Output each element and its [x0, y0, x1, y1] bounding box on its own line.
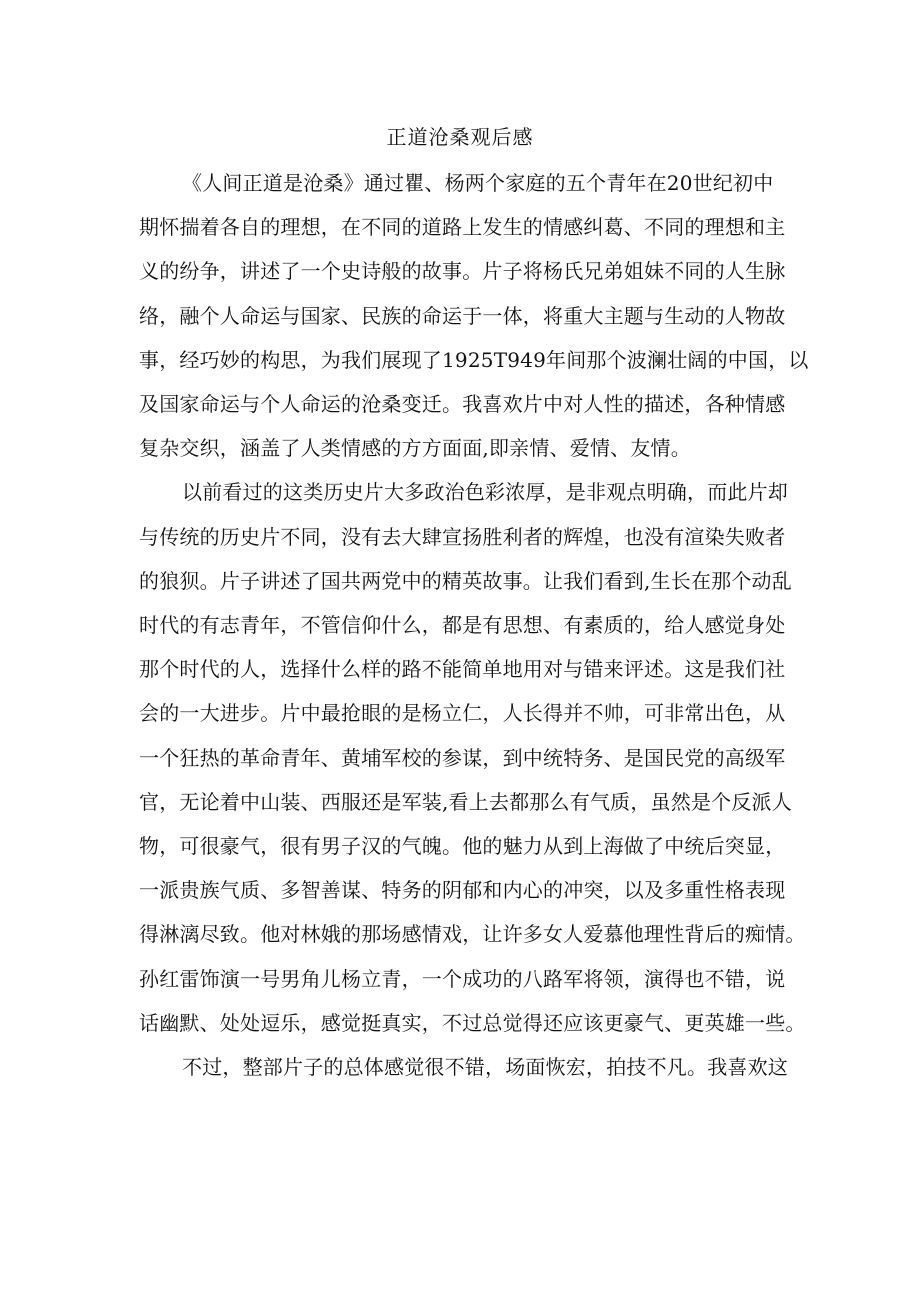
- paragraph-2-line-2: 与传统的历史片不同，没有去大肆宣扬胜利者的辉煌，也没有渲染失败者: [139, 525, 786, 549]
- paragraph-2-line-10: 一派贵族气质、多智善谋、特务的阴郁和内心的冲突，以及多重性格表现: [139, 878, 786, 902]
- paragraph-2-line-4: 时代的有志青年，不管信仰什么，都是有思想、有素质的，给人感觉身处: [139, 613, 786, 637]
- paragraph-2-line-8: 官，无论着中山装、西服还是军装,看上去都那么有气质，虽然是个反派人: [139, 790, 792, 814]
- paragraph-1-line-4: 络，融个人命运与国家、民族的命运于一体，将重大主题与生动的人物故: [139, 304, 786, 328]
- paragraph-2-line-7: 一个狂热的革命青年、黄埔军校的参谋，到中统特务、是国民党的高级军: [139, 746, 786, 770]
- paragraph-1-line-6: 及国家命运与个人命运的沧桑变迁。我喜欢片中对人性的描述，各种情感: [139, 392, 786, 416]
- paragraph-3-line-1: 不过，整部片子的总体感觉很不错，场面恢宏，拍技不凡。我喜欢这: [182, 1055, 788, 1079]
- paragraph-1-line-1: 《人间正道是沧桑》通过瞿、杨两个家庭的五个青年在20世纪初中: [182, 171, 774, 195]
- paragraph-2-line-12: 孙红雷饰演一号男角儿杨立青，一个成功的八路军将领，演得也不错，说: [139, 967, 786, 991]
- paragraph-2-line-6: 会的一大进步。片中最抢眼的是杨立仁，人长得并不帅，可非常出色，从: [139, 701, 786, 725]
- paragraph-2-line-3: 的狼狈。片子讲述了国共两党中的精英故事。让我们看到,生长在那个动乱: [139, 569, 792, 593]
- paragraph-1-line-5: 事，经巧妙的构思，为我们展现了1925T949年间那个波澜壮阔的中国，以: [139, 348, 809, 372]
- paragraph-1-line-7: 复杂交织，涵盖了人类情感的方方面面,即亲情、爱情、友情。: [139, 436, 691, 460]
- paragraph-2-line-13: 话幽默、处处逗乐，感觉挺真实，不过总觉得还应该更豪气、更英雄一些。: [139, 1011, 806, 1035]
- paragraph-2-line-1: 以前看过的这类历史片大多政治色彩浓厚，是非观点明确，而此片却: [182, 480, 788, 504]
- document-title: 正道沧桑观后感: [386, 125, 534, 149]
- paragraph-2-line-5: 那个时代的人，选择什么样的路不能简单地用对与错来评述。这是我们社: [139, 657, 786, 681]
- paragraph-1-line-3: 义的纷争，讲述了一个史诗般的故事。片子将杨氏兄弟姐妹不同的人生脉: [139, 259, 786, 283]
- paragraph-2-line-11: 得淋漓尽致。他对林娥的那场感情戏，让许多女人爱慕他理性背后的痴情。: [139, 922, 806, 946]
- paragraph-2-line-9: 物，可很豪气，很有男子汉的气魄。他的魅力从到上海做了中统后突显，: [139, 834, 786, 858]
- paragraph-1-line-2: 期怀揣着各自的理想，在不同的道路上发生的情感纠葛、不同的理想和主: [139, 215, 786, 239]
